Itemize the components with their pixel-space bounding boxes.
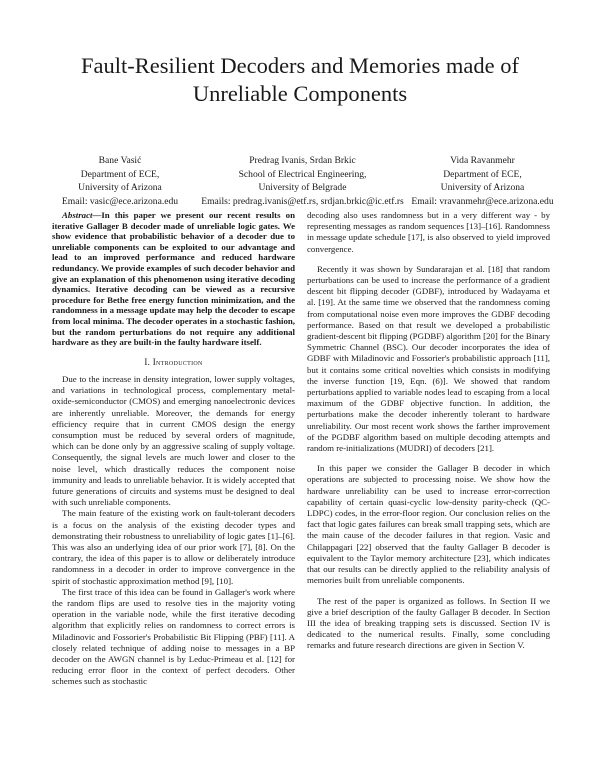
abstract-label: Abstract — [62, 210, 93, 220]
author-email: Email: vasic@ece.arizona.edu — [61, 195, 179, 207]
author-affiliation: Department of ECE, — [80, 168, 160, 180]
paragraph: decoding also uses randomness but in a very different way - by representing messages as random sequences [13]–[16]. Randomness in message update schedule [17], is also observed to yield improved convergence. — [307, 210, 550, 254]
paper-title: Fault-Resilient Decoders and Memories made of Unreliable Components — [80, 53, 519, 106]
paragraph: Recently it was shown by Sundararajan et al. [18] that random perturbations can be used to increase the performance of a gradient descent bit flipping decoder (GDBF), introduced by Wadayama et al. [19]. At the same time we observed that the randomness coming from computational noise even more improves the GDBF decoding performance. Based on that result we developed a probabilistic gradient-descent bit flipping (PGDBF) algorithm [20] for the Binary Symmetric Channel (BSC). Our decoder incorporates the idea of GDBF with Miladinovic and Fossorier's probabilistic approach [11], but it contains some critical novelties which consists in modifying the inverse function [19, Eqn. (6)]. We showed that random perturbations applied to variable nodes lead to escaping from a local maximum of the GDBF objective function. In addition, the perturbations make the decoder inherently tolerant to hardware unreliability. Our most recent work shows the farther improvement of the PGDBF algorithm based on multiple decoding attempts and random re-initializations (MUDRI) of decoders [21]. — [307, 263, 550, 454]
paragraph: The rest of the paper is organized as follows. In Section II we give a brief description of the faulty Gallager B decoder. In Section III the idea of breaking trapping sets is discussed. Section IV is dedicated to the numerical results. Finally, some concluding remarks and future research directions are given in Section V. — [307, 595, 550, 651]
author-affiliation: University of Arizona — [78, 182, 162, 194]
paragraph: The first trace of this idea can be found in Gallager's work where the random flips are used to resolve ties in the majority voting operation in the variable node, while the first iterative decoding algorithm that explicitly relies on randomness to correct errors is Miladinovic and Fossorier's Probabilistic Bit Flipping (PBF) [11]. A closely related technique of adding noise to messages in a BP decoder on the AWGN channel is by Leduc-Primeau et al. [12] for reducing error floor in the context of perfect decoders. Other schemes such as stochastic — [52, 586, 295, 687]
author-affiliation: Department of ECE, — [443, 168, 522, 180]
abstract — [52, 210, 295, 348]
author-block-2 — [190, 154, 415, 208]
author-block-3 — [395, 154, 570, 208]
paragraph: In this paper we consider the Gallager B decoder in which operations are subjected to processing noise. We show how the hardware unreliability can be used to increase error-correction capability of certain quasi-cyclic low-density parity-check (QC-LDPC) codes, in the error-floor region. Our conclusion relies on the fact that logic gates failures can break small trapping sets, which are the main cause of the decoder failures in that region. Vasic and Chilappagari [22] observed that the faulty Gallager B decoder is equivalent to the Taylor memory architecture [23], which indicates that our results can be directly applied to the reliability analysis of memories built from unreliable components. — [307, 463, 550, 586]
author-name: Predrag Ivanis, Srdan Brkic — [249, 155, 356, 166]
author-email: Email: vravanmehr@ece.arizona.edu — [411, 195, 554, 207]
abstract-text: —In this paper we present our recent results on iterative Gallager B decoder made of unreliable logic gates. We show evidence that probabilistic behavior of a decoder due to unreliable components can be exploited to our advantage and lead to an improved performance and reduced hardware redundancy. We provide examples of such decoder behavior and give an explanation of this phenomenon using iterative decoding dynamics. Iterative decoding can be viewed as a recursive procedure for Bethe free energy function minimization, and the randomness in a message update may help the decoder to escape from local minima. The decoder operates in a stochastic fashion, but the random perturbations do not require any additional hardware as they are built-in the faulty hardware itself. — [52, 210, 295, 348]
author-email: Emails: predrag.ivanis@etf.rs, srdjan.brkic@ic.etf.rs — [201, 195, 404, 207]
author-name: Bane Vasić — [98, 155, 142, 166]
right-column — [307, 210, 550, 652]
author-affiliation: School of Electrical Engineering, — [238, 168, 367, 180]
author-name: Vida Ravanmehr — [450, 155, 515, 166]
author-affiliation: University of Arizona — [440, 182, 525, 194]
author-affiliation: University of Belgrade — [258, 182, 347, 194]
paragraph: The main feature of the existing work on fault-tolerant decoders is a focus on the analysis of the existing decoder types and demonstrating their robustness to unreliability of logic gates [1]–[6]. This was also an underlying idea of our prior work [7], [8]. On the contrary, the idea of this paper is to allow or deliberately introduce randomness in a decoder in order to improve convergence in the spirit of stochastic approximation method [9], [10]. — [52, 508, 295, 586]
paragraph: Due to the increase in density integration, lower supply voltages, and variations in technological process, complementary metal-oxide-semiconductor (CMOS) and emerging nanoelectronic devices are inherently unreliable. Moreover, the demands for energy efficiency require that in current CMOS design the energy consumption must be reduced by several orders of magnitude, which can be done only by an aggressive scaling of supply voltage. Consequently, the signal levels are much lower and closer to the noise level, which drastically reduces the component noise immunity and leads to unreliable behavior. It is widely accepted that future generations of circuits and systems must be designed to deal with such unreliable components. — [52, 373, 295, 508]
author-block-1 — [40, 154, 200, 208]
section-heading-introduction: I. Introduction — [144, 356, 203, 367]
left-column — [52, 210, 295, 688]
